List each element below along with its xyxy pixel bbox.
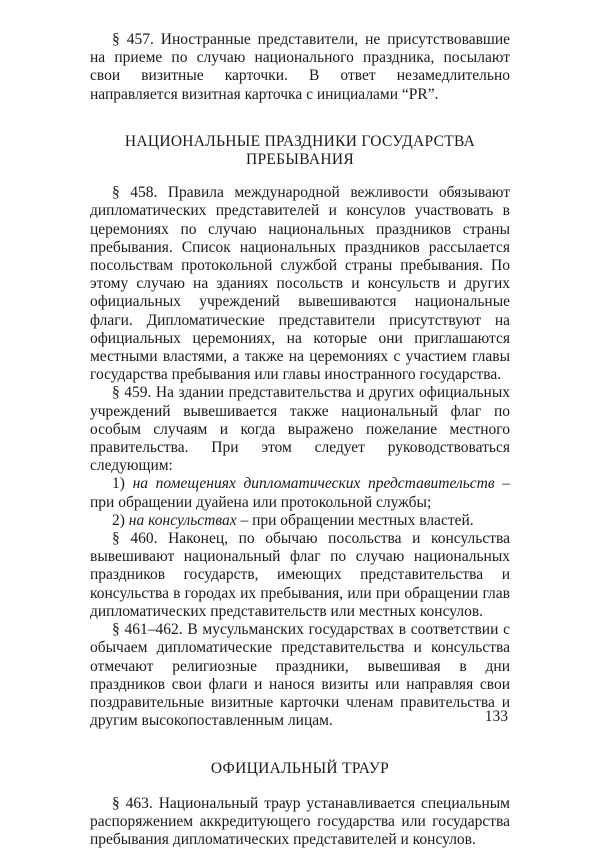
page-number: 133: [484, 708, 508, 725]
list-item-1-emphasis: на помещениях дипломатических представительств: [132, 475, 495, 493]
section-heading-national-holidays: НАЦИОНАЛЬНЫЕ ПРАЗДНИКИ ГОСУДАРСТВА ПРЕБЫВАНИЯ: [124, 132, 476, 169]
list-item-2: [90, 512, 510, 530]
list-item-1-text: – при обращении дуайена или протокольной службы;: [90, 475, 511, 511]
list-item-2-number: 2): [112, 511, 129, 529]
list-item-1: [90, 475, 510, 511]
section-heading-official-mourning: ОФИЦИАЛЬНЫЙ ТРАУР: [210, 760, 390, 778]
list-item-2-emphasis: на консульствах: [128, 511, 237, 529]
paragraph-458: § 458. Правила международной вежливости обязывают дипломатических представителей и консулов участвовать в церемониях по случаю национальных праздников страны пребывания. Список национальных праздников рассылается посольствам протокольной службой страны пребывания. По этому случаю на зданиях посольств и консульств и других официальных учреждений вывешиваются национальные флаги. Дипломатические представители присутствуют на официальных церемониях, на которые они приглашаются местными властями, а также на церемониях с участием главы государства пребывания или главы иностранного государства.: [90, 184, 510, 384]
paragraph-457: § 457. Иностранные представители, не присутствовавшие на приеме по случаю национального праздника, посылают свои визитные карточки. В ответ незамедлительно направляется визитная карточка с инициалами “PR”.: [90, 31, 510, 103]
list-item-1-number: 1): [112, 475, 133, 493]
paragraph-459: § 459. На здании представительства и других официальных учреждений вывешивается также национальный флаг по особым случаям и когда выражено пожелание местного правительства. При этом следует руководствоваться следующим:: [90, 384, 510, 475]
paragraph-461-462: § 461–462. В мусульманских государствах в соответствии с обычаем дипломатические представительства и консульства отмечают религиозные праздники, вывешивая в дни праздников свои флаги и нанося визиты или направляя свои поздравительные визитные карточки членам правительства и другим высокопоставленным лицам.: [90, 621, 510, 730]
paragraph-463: § 463. Национальный траур устанавливается специальным распоряжением аккредитующего государства или государства пребывания дипломатических представителей и консулов.: [90, 794, 510, 848]
list-item-2-text: – при обращении местных властей.: [236, 511, 474, 529]
paragraph-460: § 460. Наконец, по обычаю посольства и консульства вывешивают национальный флаг по случаю национальных праздников государств, имеющих представительства и консульства в городах их пребывания, или при обращении глав дипломатических представительств или местных консулов.: [90, 530, 510, 620]
